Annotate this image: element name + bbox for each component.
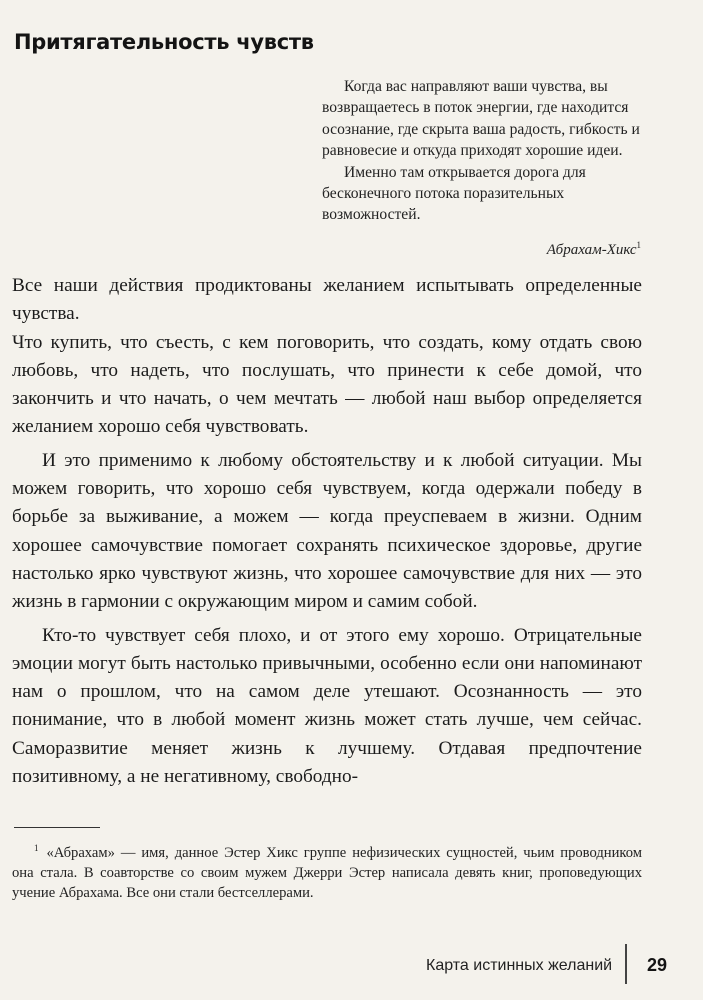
footnote xyxy=(12,838,642,903)
body-paragraph-4: Кто-то чувствует себя плохо, и от этого ему хорошо. Отрицательные эмоции могут быть настолько привычными, особенно если они напоминают нам о прошлом, что на самом деле утешают. Осознанность — это понимание, что в любой момент жизнь может стать лучше, чем сейчас. Саморазвитие меняет жизнь к лучшему. Отдавая предпочтение позитивному, а не негативному, свободно- xyxy=(12,624,642,788)
footnote-number: 1 xyxy=(34,843,39,853)
epigraph-author: Абрахам-Хикс xyxy=(546,242,637,258)
epigraph-paragraph-2: Именно там открывается дорога для бесконечного потока поразительных возможностей. xyxy=(322,163,586,224)
epigraph-attribution xyxy=(547,240,641,259)
epigraph-paragraph-1: Когда вас направляют ваши чувства, вы возвращаетесь в поток энергии, где находится осознание, где скрыта ваша радость, гибкость и равновесие и откуда приходят хорошие идеи. xyxy=(322,78,640,160)
epigraph xyxy=(322,76,640,226)
footnote-divider xyxy=(14,827,100,828)
footnote-reference: 1 xyxy=(636,240,641,250)
body-paragraph-2: Что купить, что съесть, с кем поговорить, что создать, кому отдать свою любовь, что надеть, что послушать, что принести к себе домой, что закончить и что начать, о чем мечтать — любой наш выбор определяется желанием хорошо себя чувствовать. xyxy=(12,331,642,438)
running-footer-title: Карта истинных желаний xyxy=(426,957,613,974)
body-paragraph-1: Все наши действия продиктованы желанием испытывать определенные чувства. xyxy=(12,275,642,325)
body-paragraph-3: И это применимо к любому обстоятельству и к любой ситуации. Мы можем говорить, что хорошо себя чувствуем, когда одержали победу в борьбе за выживание, а можем — когда преуспеваем в жизни. Одним хорошее самочувствие помогает сохранять психическое здоровье, другие настолько ярко чувствуют жизнь, что хорошее самочувствие для них — это жизнь в гармонии с окружающим миром и самим собой. xyxy=(12,449,642,613)
body-text xyxy=(12,272,642,791)
footer-divider xyxy=(625,944,627,984)
section-heading: Притягательность чувств xyxy=(14,30,314,54)
page-number: 29 xyxy=(647,955,668,975)
footnote-text: «Абрахам» — имя, данное Эстер Хикс группе нефизических сущностей, чьим проводником она стала. В соавторстве со своим мужем Джерри Эстер написала девять книг, проповедующих учение Абрахама. Все они стали бестселлерами. xyxy=(12,844,642,902)
